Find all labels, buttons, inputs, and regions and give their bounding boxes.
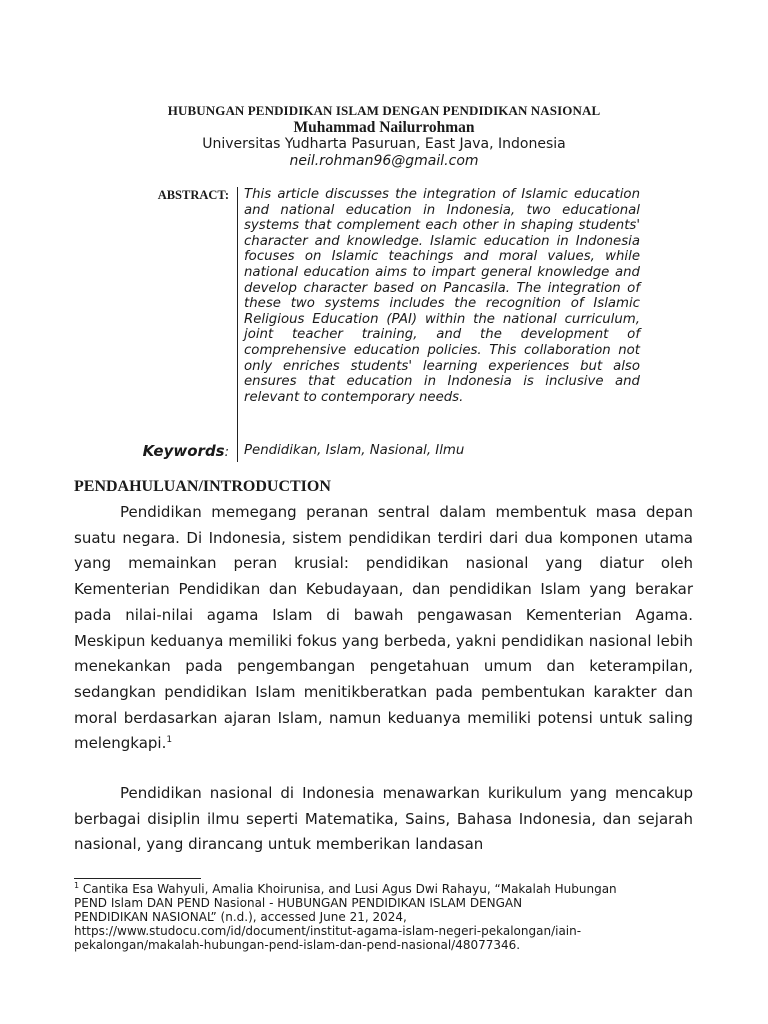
paragraph-1-text: Pendidikan memegang peranan sentral dalam membentuk masa depan suatu negara. Di Indonesia, sistem pendidikan terdiri dari dua komponen utama yang memainkan peran krusial: pendidikan nasional yang diatur oleh Kementerian Pendidikan dan Kebudayaan, dan pendidikan Islam yang berakar pada nilai-nilai agama Islam di bawah pengawasan Kementerian Agama. Meskipun keduanya memiliki fokus yang berbeda, yakni pendidikan nasional lebih menekankan pada pengembangan pengetahuan umum dan keterampilan, sedangkan pendidikan Islam menitikberatkan pada pembentukan karakter dan moral berdasarkan ajaran Islam, namun keduanya memiliki potensi untuk saling melengkapi. <box>74 503 693 753</box>
paragraph-2-text: Pendidikan nasional di Indonesia menawarkan kurikulum yang mencakup berbagai disiplin ilmu seperti Matematika, Sains, Bahasa Indonesia, dan sejarah nasional, yang dirancang untuk memberikan landasan <box>74 784 693 854</box>
footnote-url-line-2: pekalongan/makalah-hubungan-pend-islam-dan-pend-nasional/48077346. <box>74 938 521 952</box>
footnote-line-1: Cantika Esa Wahyuli, Amalia Khoirunisa, and Lusi Agus Dwi Rahayu, “Makalah Hubungan <box>79 882 617 896</box>
abstract-divider <box>237 187 238 462</box>
body-paragraph <box>74 500 693 757</box>
footnote-line-3: PENDIDIKAN NASIONAL” (n.d.), accessed June 21, 2024, <box>74 910 407 924</box>
footnote <box>74 882 694 952</box>
keywords-text: Pendidikan, Islam, Nasional, Ilmu <box>244 443 465 458</box>
footnote-reference: 1 <box>166 735 173 746</box>
section-heading: PENDAHULUAN/INTRODUCTION <box>74 478 331 495</box>
keywords-label: Keywords <box>142 442 225 460</box>
keywords-colon: : <box>224 445 229 460</box>
author-email: neil.rohman96@gmail.com <box>289 153 479 169</box>
footnote-marker: 1 <box>74 881 80 890</box>
footnote-line <box>74 882 694 896</box>
footnote-separator <box>74 878 201 879</box>
body-paragraph <box>74 781 693 858</box>
keywords-label-group <box>143 442 229 460</box>
abstract-text: This article discusses the integration of Islamic education and national education in Indonesia, two educational systems that complement each other in shaping students' character and knowledge. Islamic education in Indonesia focuses on Islamic teachings and moral values, while national education aims to impart general knowledge and develop character based on Pancasila. The integration of these two systems includes the recognition of Islamic Religious Education (PAI) within the national curriculum, joint teacher training, and the development of comprehensive education policies. This collaboration not only enriches students' learning experiences but also ensures that education in Indonesia is inclusive and relevant to contemporary needs. <box>244 187 640 405</box>
footnote-url-line-1: https://www.studocu.com/id/document/institut-agama-islam-negeri-pekalongan/iain- <box>74 924 582 938</box>
abstract-label: ABSTRACT: <box>157 188 229 202</box>
author-affiliation: Universitas Yudharta Pasuruan, East Java, Indonesia <box>202 136 566 152</box>
footnote-line-2: PEND Islam DAN PEND Nasional - HUBUNGAN PENDIDIKAN ISLAM DENGAN <box>74 896 523 910</box>
paper-title: HUBUNGAN PENDIDIKAN ISLAM DENGAN PENDIDIKAN NASIONAL <box>167 103 601 118</box>
author-name: Muhammad Nailurrohman <box>293 119 475 136</box>
